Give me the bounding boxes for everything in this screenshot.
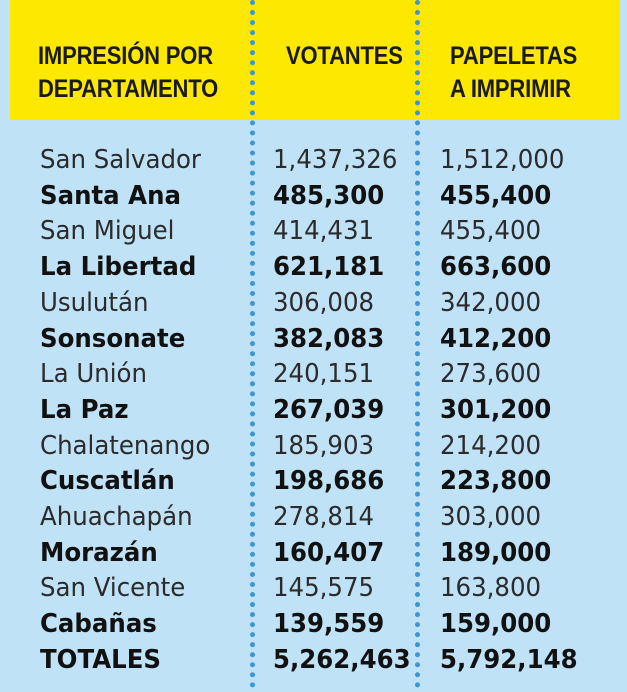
header-departamento	[38, 40, 218, 106]
cell-votantes: 145,575	[273, 573, 375, 604]
cell-departamento: Usulután	[40, 287, 149, 318]
totals-papeletas: 5,792,148	[440, 644, 578, 675]
table-row	[0, 536, 627, 571]
table-row	[0, 250, 627, 285]
table-row	[0, 143, 627, 178]
header-departamento-line-2: DEPARTAMENTO	[38, 75, 219, 103]
table-row	[0, 286, 627, 321]
cell-departamento: Morazán	[40, 537, 158, 568]
cell-papeletas: 189,000	[440, 537, 552, 568]
cell-departamento: Cabañas	[40, 609, 157, 640]
header-papeletas-line-2: A IMPRIMIR	[450, 75, 571, 103]
totals-row	[0, 643, 627, 678]
cell-departamento: Cuscatlán	[40, 466, 175, 497]
table-row	[0, 214, 627, 249]
table-row	[0, 393, 627, 428]
cell-votantes: 198,686	[273, 466, 385, 497]
cell-departamento: Santa Ana	[40, 180, 181, 211]
cell-papeletas: 342,000	[440, 287, 542, 318]
cell-papeletas: 455,400	[440, 180, 552, 211]
table-row	[0, 179, 627, 214]
cell-departamento: La Paz	[40, 394, 129, 425]
cell-votantes: 1,437,326	[273, 145, 398, 175]
cell-votantes: 240,151	[273, 359, 375, 390]
cell-papeletas: 663,600	[440, 252, 552, 283]
cell-papeletas: 455,400	[440, 216, 542, 247]
cell-departamento: San Salvador	[40, 145, 201, 175]
cell-papeletas: 301,200	[440, 394, 552, 425]
cell-papeletas: 412,200	[440, 323, 552, 354]
cell-votantes: 306,008	[273, 287, 375, 318]
header-departamento-line-1: IMPRESIÓN POR	[38, 42, 213, 70]
cell-votantes: 139,559	[273, 609, 385, 640]
totals-votantes: 5,262,463	[273, 644, 411, 675]
cell-departamento: Chalatenango	[40, 430, 211, 461]
cell-departamento: San Miguel	[40, 216, 175, 247]
table-header	[10, 0, 620, 120]
header-votantes: VOTANTES	[286, 42, 403, 70]
cell-departamento: San Vicente	[40, 573, 186, 604]
cell-papeletas: 273,600	[440, 359, 542, 390]
cell-departamento: Sonsonate	[40, 323, 186, 354]
table-row	[0, 571, 627, 606]
cell-departamento: La Unión	[40, 359, 147, 390]
cell-votantes: 278,814	[273, 502, 375, 532]
table-row	[0, 464, 627, 499]
cell-departamento: Ahuachapán	[40, 502, 193, 532]
table-row	[0, 607, 627, 642]
cell-votantes: 267,039	[273, 394, 385, 425]
cell-votantes: 382,083	[273, 323, 385, 354]
cell-votantes: 160,407	[273, 537, 385, 568]
table-row	[0, 429, 627, 464]
cell-papeletas: 214,200	[440, 430, 542, 461]
cell-papeletas: 1,512,000	[440, 145, 565, 175]
header-papeletas	[450, 40, 577, 106]
header-papeletas-line-1: PAPELETAS	[450, 42, 578, 70]
cell-votantes: 185,903	[273, 430, 375, 461]
cell-votantes: 414,431	[273, 216, 375, 247]
table-row	[0, 322, 627, 357]
cell-votantes: 621,181	[273, 252, 385, 283]
cell-votantes: 485,300	[273, 180, 385, 211]
cell-papeletas: 163,800	[440, 573, 542, 604]
table-row	[0, 357, 627, 392]
cell-departamento: La Libertad	[40, 252, 197, 283]
cell-papeletas: 223,800	[440, 466, 552, 497]
cell-papeletas: 303,000	[440, 502, 542, 532]
cell-papeletas: 159,000	[440, 609, 552, 640]
totals-label: TOTALES	[40, 644, 162, 675]
table-row	[0, 500, 627, 535]
